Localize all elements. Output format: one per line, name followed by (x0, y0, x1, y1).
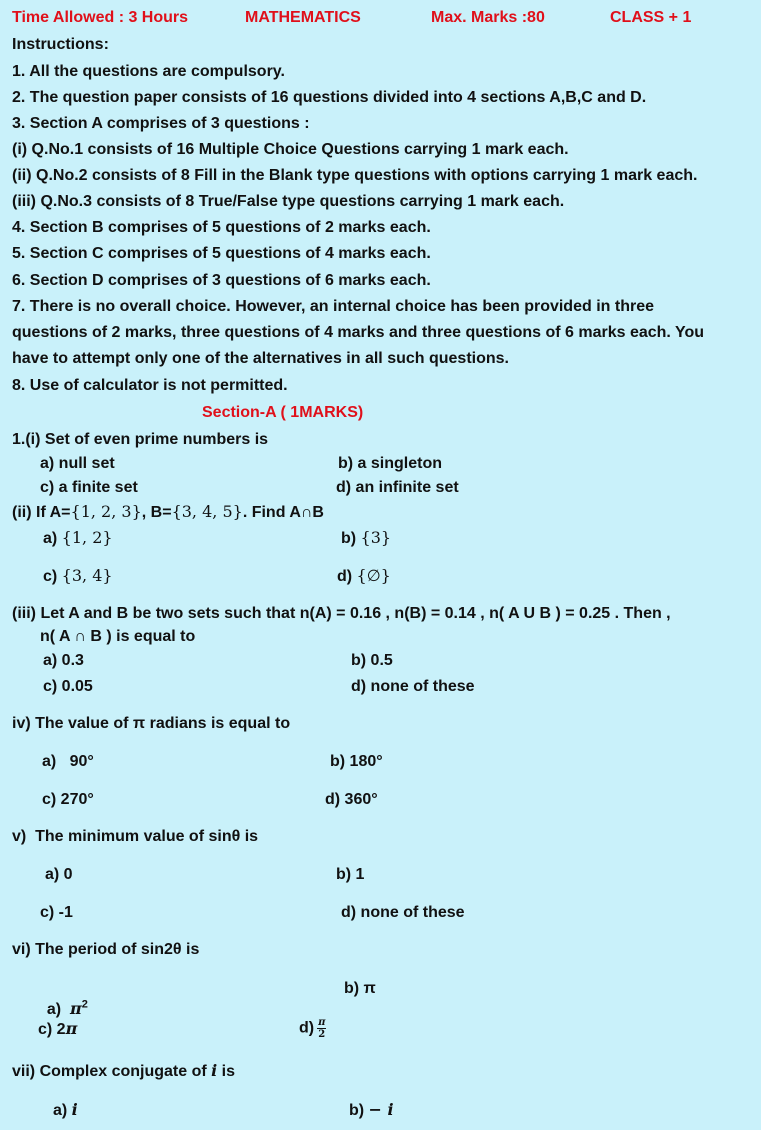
instruction-item: 3. Section A comprises of 3 questions : (12, 115, 310, 132)
instruction-item: questions of 2 marks, three questions of 4 marks and three questions of 6 marks each. You (12, 324, 705, 341)
class-label: CLASS + 1 (610, 9, 692, 26)
q5-stem: v) The minimum value of sinθ is (12, 828, 259, 845)
section-a-title: Section-A ( 1MARKS) (202, 404, 364, 421)
q3-option-d: d) none of these (351, 678, 475, 695)
instruction-item: (iii) Q.No.3 consists of 8 True/False type questions carrying 1 mark each. (12, 193, 565, 210)
q6-option-b: b) π (344, 980, 376, 997)
q5-option-d: d) none of these (341, 904, 465, 921)
instruction-item: 6. Section D comprises of 3 questions of 6 marks each. (12, 272, 431, 289)
q7-option-a: a) i (53, 1100, 78, 1119)
q2-option-b: b) {3} (341, 528, 392, 547)
q7-stem: vii) Complex conjugate of i is (12, 1061, 236, 1080)
q6-option-d: d) $\frac{\pi}{2}$ (299, 1017, 326, 1040)
instruction-item: (ii) Q.No.2 consists of 8 Fill in the Blank type questions with options carrying 1 mark each. (12, 167, 698, 184)
instruction-item: 1. All the questions are compulsory. (12, 63, 285, 80)
q5-option-a: a) 0 (45, 866, 73, 883)
q7-option-b: b) − i (349, 1100, 394, 1119)
q3-stem-line2: n( A ∩ B ) is equal to (40, 628, 196, 645)
q6-option-c: c) 2π (38, 1019, 78, 1038)
q2-option-a: a) {1, 2} (43, 528, 113, 547)
q1-option-b: b) a singleton (338, 455, 442, 472)
q1-option-a: a) null set (40, 455, 115, 472)
q5-option-b: b) 1 (336, 866, 365, 883)
q1-stem: 1.(i) Set of even prime numbers is (12, 431, 269, 448)
instruction-item: 2. The question paper consists of 16 questions divided into 4 sections A,B,C and D. (12, 89, 647, 106)
q1-option-d: d) an infinite set (336, 479, 459, 496)
q4-option-d: d) 360° (325, 791, 378, 808)
instruction-item: have to attempt only one of the alternatives in all such questions. (12, 350, 509, 367)
instructions-heading: Instructions: (12, 36, 109, 53)
q3-option-c: c) 0.05 (43, 678, 93, 695)
q6-option-a: a) $\pi^2$ (46, 998, 88, 1018)
q3-stem-line1: (iii) Let A and B be two sets such that n(A) = 0.16 , n(B) = 0.14 , n( A U B ) = 0.25 . Then , (12, 605, 671, 622)
q4-option-b: b) 180° (330, 753, 383, 770)
q4-stem: iv) The value of π radians is equal to (12, 715, 291, 732)
subject-title: MATHEMATICS (245, 9, 361, 26)
q1-option-c: c) a finite set (40, 479, 138, 496)
q4-option-c: c) 270° (42, 791, 94, 808)
instruction-item: 4. Section B comprises of 5 questions of 2 marks each. (12, 219, 431, 236)
q2-option-d: d) {∅} (337, 566, 391, 585)
q3-option-a: a) 0.3 (43, 652, 84, 669)
instruction-item: 5. Section C comprises of 5 questions of 4 marks each. (12, 245, 431, 262)
instruction-item: (i) Q.No.1 consists of 16 Multiple Choice Questions carrying 1 mark each. (12, 141, 569, 158)
time-allowed: Time Allowed : 3 Hours (12, 9, 189, 26)
q6-stem: vi) The period of sin2θ is (12, 941, 200, 958)
fraction-pi-over-2: $\frac{\pi}{2}$ (318, 1017, 326, 1040)
q3-option-b: b) 0.5 (351, 652, 393, 669)
instruction-item: 7. There is no overall choice. However, an internal choice has been provided in three (12, 298, 654, 315)
q2-option-c: c) {3, 4} (43, 566, 113, 585)
instruction-item: 8. Use of calculator is not permitted. (12, 377, 288, 394)
q4-option-a: a) 90° (42, 753, 94, 770)
q2-stem: (ii) If A={1, 2, 3}, B={3, 4, 5}. Find A∩B (12, 502, 324, 521)
max-marks: Max. Marks :80 (431, 9, 545, 26)
q5-option-c: c) -1 (40, 904, 73, 921)
